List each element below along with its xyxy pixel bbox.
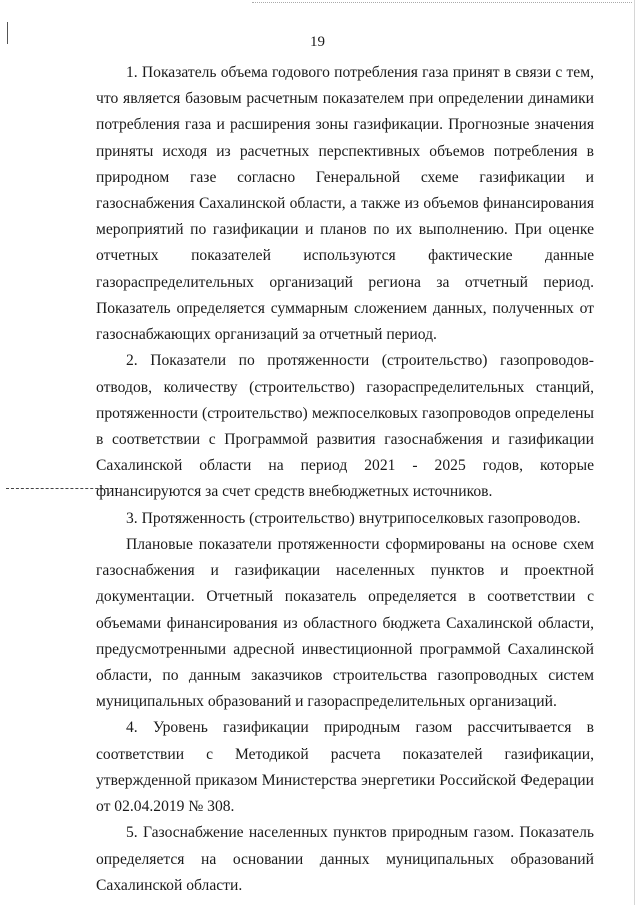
scan-top-mark [252,2,632,4]
paragraph-6: 5. Газоснабжение населенных пунктов природным газом. Показатель определяется на основании данных муниципальных образований Сахалинской области. [96,824,594,894]
paragraph-4: Плановые показатели протяженности сформированы на основе схем газоснабжения и газификации населенных пунктов и проектной документации. Отчетный показатель определяется в соответствии с объемами финансирования из областного бюджета Сахалинской области, предусмотренными адресной инвестиционной программой Сахалинской области, по данным заказчиков строительства газопроводных систем муниципальных образований и газораспределительных организаций. [96,535,594,711]
paragraph-3: 3. Протяженность (строительство) внутрипоселковых газопроводов. [126,509,581,527]
document-body [96,60,594,899]
paragraph-5: 4. Уровень газификации природным газом рассчитывается в соответствии с Методикой расчета показателей газификации, утвержденной приказом Министерства энергетики Российской Федерации от 02.04.2019 № 308. [96,719,594,816]
page-number: 19 [310,34,325,50]
paragraph-2: 2. Показатели по протяженности (строительство) газопроводов-отводов, количеству (строительство) газораспределительных станций, протяженности (строительство) межпоселковых газопроводов определены в соответствии с Программой развития газоснабжения и газификации Сахалинской области на период 2021 - 2025 годов, которые финансируются за счет средств внебюджетных источников. [96,352,594,501]
paragraph-1: 1. Показатель объема годового потребления газа принят в связи с тем, что является базовым расчетным показателем при определении динамики потребления газа и расширения зоны газификации. Прогнозные значения приняты исходя из расчетных перспективных объемов потребления в природном газе согласно Генеральной схеме газификации и газоснабжения Сахалинской области, а также из объемов финансирования мероприятий по газификации и планов по их выполнению. При оценке отчетных показателей используются фактические данные газораспределительных организаций региона за отчетный период. Показатель определяется суммарным сложением данных, полученных от газоснабжающих организаций за отчетный период. [96,64,594,344]
